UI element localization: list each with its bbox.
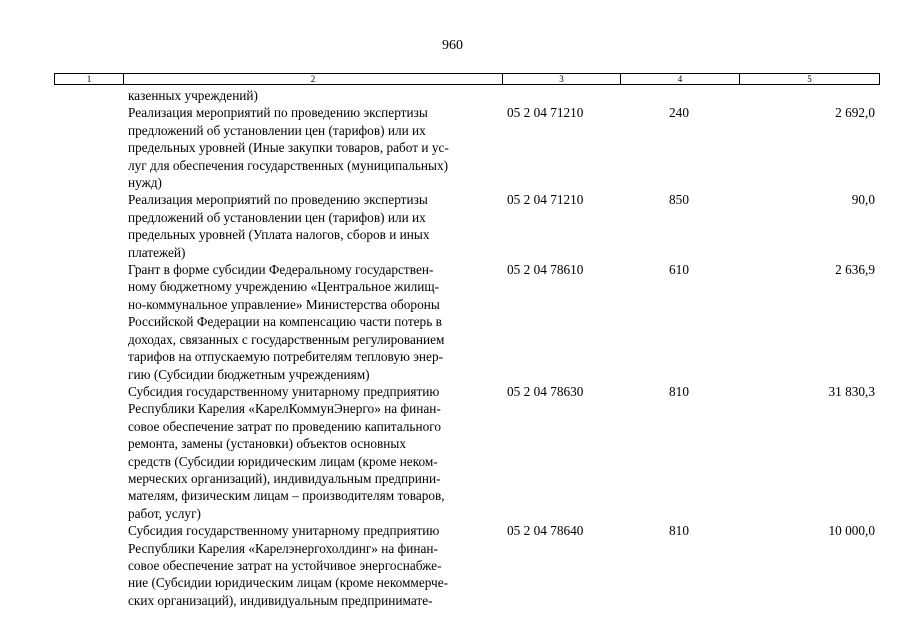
row-target-code: 05 2 04 71210 [507,105,584,121]
row-target-code: 05 2 04 78610 [507,262,584,278]
column-header-1: 1 [55,74,124,84]
column-header-4: 4 [621,74,740,84]
row-amount: 10 000,0 [828,523,875,539]
row-amount: 90,0 [851,192,875,208]
table-row [0,383,905,522]
table-row [0,522,905,609]
row-expense-type: 850 [669,192,689,208]
row-target-code: 05 2 04 78640 [507,523,584,539]
row-description: Субсидия государственному унитарному предприятию Республики Карелия «Карелэнергохолдинг» на финан- совое обеспечение затрат на устойчивое энергоснабже- ние (Субсидии юридическим лицам (кроме некоммерче- ских организаций), индивидуальным предпринимате- [128,523,449,608]
page-number: 960 [442,38,463,53]
column-header-2: 2 [124,74,503,84]
row-target-code: 05 2 04 71210 [507,192,584,208]
row-description: Субсидия государственному унитарному предприятию Республики Карелия «КарелКоммунЭнерго» на финан- совое обеспечение затрат по проведению капитального ремонта, замены (установки) объектов основных средств (Субсидии юридическим лицам (кроме неком- мерческих организаций), индивидуальным предприни- мателям, физическим лицам – производителям товаров, работ, услуг) [128,383,445,521]
row-amount: 2 692,0 [835,105,875,121]
row-expense-type: 610 [669,262,689,278]
budget-table-body [0,87,905,609]
row-expense-type: 810 [669,523,689,539]
row-amount: 31 830,3 [828,383,875,399]
row-description: казенных учреждений) [128,88,258,103]
row-description: Реализация мероприятий по проведению экспертизы предложений об установлении цен (тарифов) или их предельных уровней (Иные закупки товаров, работ и ус- луг для обеспечения государственных (муниципальных) нужд) [128,105,449,191]
table-column-header [54,73,880,85]
row-description: Грант в форме субсидии Федеральному государствен- ному бюджетному учреждению «Центральное жилищ- но-коммунальное управление» Министерства обороны Российской Федерации на компенсацию части потерь в доходах, связанных с государственным регулированием тарифов на отпускаемую потребителям тепловую энер- гию (Субсидии бюджетным учреждениям) [128,262,445,382]
table-row [0,87,905,104]
column-header-5: 5 [807,74,812,84]
row-target-code: 05 2 04 78630 [507,383,584,399]
table-row [0,191,905,261]
table-row [0,261,905,383]
row-expense-type: 810 [669,383,689,399]
table-row [0,104,905,191]
row-amount: 2 636,9 [835,262,875,278]
row-description: Реализация мероприятий по проведению экспертизы предложений об установлении цен (тарифов) или их предельных уровней (Уплата налогов, сборов и иных платежей) [128,192,430,260]
row-expense-type: 240 [669,105,689,121]
column-header-3: 3 [503,74,621,84]
